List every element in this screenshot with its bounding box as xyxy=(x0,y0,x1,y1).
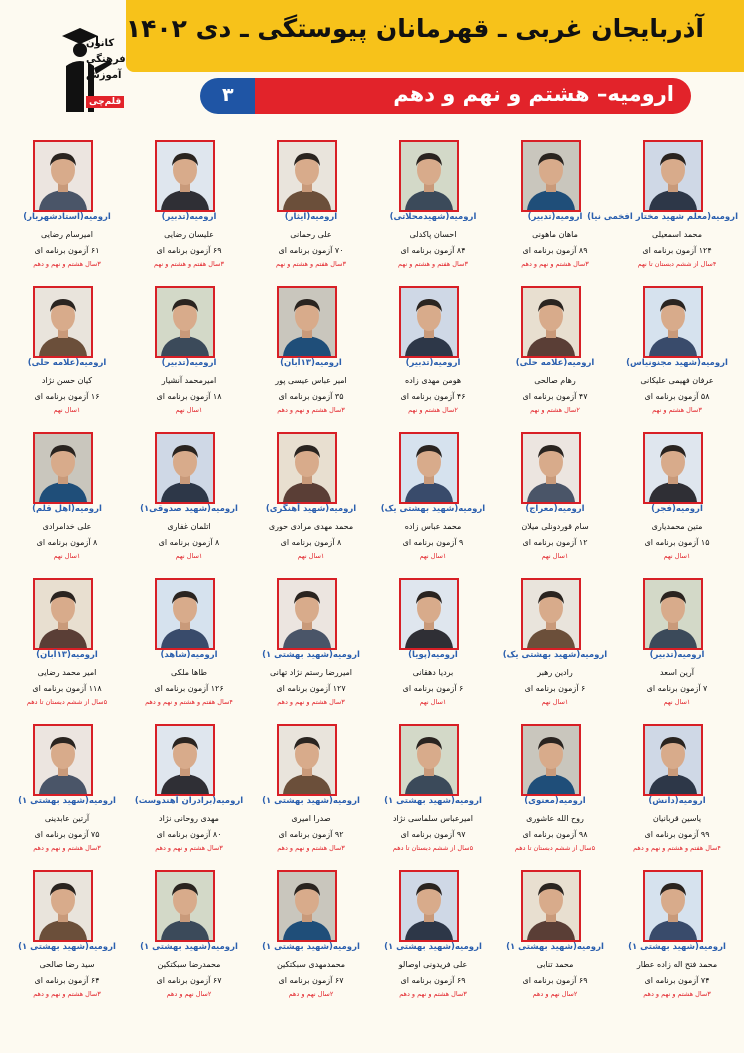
student-name: متین محمدیاری xyxy=(651,522,703,531)
student-name: مهدی روحانی نژاد xyxy=(159,814,219,823)
student-photo xyxy=(277,286,337,358)
student-name: یاسین قربانیان xyxy=(652,814,702,823)
student-card xyxy=(616,572,738,718)
logo-text-line1: کانون xyxy=(86,38,115,49)
student-name: سید رضا صالحی xyxy=(39,960,95,969)
student-exam-count: ۴۶ آزمون برنامه ای xyxy=(400,392,466,401)
student-school: ارومیه(۱۳آبان) xyxy=(36,650,98,660)
student-exam-count: ۶۹ آزمون برنامه ای xyxy=(522,976,588,985)
student-portrait-icon xyxy=(523,434,579,502)
student-photo xyxy=(521,724,581,796)
student-name: آرتین عابدینی xyxy=(44,814,90,823)
student-exam-count: ۹۹ آزمون برنامه ای xyxy=(644,830,710,839)
student-name: هومن مهدی زاده xyxy=(404,376,462,385)
student-photo xyxy=(155,140,215,212)
student-years: ۳سال هفتم و هشتم و نهم xyxy=(398,260,468,268)
student-name: محمد تنابی xyxy=(536,960,574,969)
student-card xyxy=(6,134,128,280)
student-school: ارومیه(شهید بهشتی یک) xyxy=(380,504,486,514)
student-name: امیررضا رستم نژاد تهانی xyxy=(269,668,353,677)
student-photo xyxy=(155,724,215,796)
student-card xyxy=(587,134,738,280)
student-portrait-icon xyxy=(279,580,335,648)
student-years: ۳سال هشتم و نهم و دهم xyxy=(399,990,467,998)
student-photo xyxy=(33,286,93,358)
student-card xyxy=(6,572,128,718)
student-school: ارومیه(تدبیر) xyxy=(161,358,217,368)
student-school: ارومیه(شهیدمحلاتی) xyxy=(389,212,477,222)
student-school: ارومیه(تدبیر) xyxy=(649,650,705,660)
student-name: بردیا دهقانی xyxy=(412,668,454,677)
student-name: علی رحمانی xyxy=(290,230,332,239)
student-years: ۱سال نهم xyxy=(53,406,81,414)
student-card xyxy=(128,426,250,572)
student-portrait-icon xyxy=(645,580,701,648)
page-title: آذربایجان غربی ـ قهرمانان پیوستگی ـ دی ۱۴۰۲ xyxy=(125,14,704,43)
student-school: ارومیه(شهید صدوقی۱) xyxy=(140,504,238,514)
student-years: ۱سال نهم xyxy=(175,552,203,560)
student-portrait-icon xyxy=(401,142,457,210)
student-card xyxy=(494,572,616,718)
student-school: ارومیه(شاهد) xyxy=(160,650,218,660)
student-exam-count: ۹۷ آزمون برنامه ای xyxy=(400,830,466,839)
student-photo xyxy=(399,432,459,504)
student-portrait-icon xyxy=(645,872,701,940)
student-card xyxy=(494,864,616,1010)
student-years: ۵سال از ششم دبستان تا دهم xyxy=(514,844,596,852)
student-portrait-icon xyxy=(35,142,91,210)
student-name: طاها ملکی xyxy=(170,668,208,677)
student-photo xyxy=(33,724,93,796)
student-name: امیرسام رضایی xyxy=(41,230,93,239)
student-exam-count: ۷ آزمون برنامه ای xyxy=(646,684,708,693)
student-name: علی خدامرادی xyxy=(42,522,92,531)
logo-text-line2: فرهنگی xyxy=(86,54,126,65)
student-years: ۱سال نهم xyxy=(297,552,325,560)
student-card xyxy=(6,864,128,1010)
student-portrait-icon xyxy=(157,872,213,940)
student-portrait-icon xyxy=(35,580,91,648)
student-photo xyxy=(277,870,337,942)
student-years: ۱سال نهم xyxy=(663,552,691,560)
student-photo xyxy=(155,870,215,942)
student-years: ۱سال نهم xyxy=(419,552,447,560)
student-years: ۴سال هفتم و هشتم و نهم و دهم xyxy=(145,698,233,706)
student-card xyxy=(128,280,250,426)
student-school: ارومیه(شهید بهشتی ۱) xyxy=(262,796,360,806)
student-school: ارومیه(تدبیر) xyxy=(161,212,217,222)
student-photo xyxy=(33,870,93,942)
student-years: ۱سال نهم xyxy=(419,698,447,706)
student-portrait-icon xyxy=(35,434,91,502)
student-portrait-icon xyxy=(35,288,91,356)
page-number: ۳ xyxy=(222,84,234,106)
student-card xyxy=(494,718,616,864)
student-name: محمدمهدی سبکتکین xyxy=(276,960,346,969)
student-name: امیر محمد رضایی xyxy=(37,668,97,677)
student-years: ۲سال هشتم و نهم xyxy=(530,406,580,414)
student-exam-count: ۸ آزمون برنامه ای xyxy=(280,538,342,547)
student-years: ۱سال نهم xyxy=(53,552,81,560)
student-exam-count: ۸ آزمون برنامه ای xyxy=(158,538,220,547)
student-card xyxy=(616,864,738,1010)
student-school: ارومیه(شهید بهشتی ۱) xyxy=(506,942,604,952)
student-exam-count: ۸۰ آزمون برنامه ای xyxy=(156,830,222,839)
student-school: ارومیه(فجر) xyxy=(651,504,703,514)
student-photo xyxy=(155,286,215,358)
student-exam-count: ۷۰ آزمون برنامه ای xyxy=(278,246,344,255)
student-photo xyxy=(643,870,703,942)
student-photo xyxy=(643,286,703,358)
student-photo xyxy=(277,724,337,796)
student-portrait-icon xyxy=(157,288,213,356)
student-portrait-icon xyxy=(279,434,335,502)
student-exam-count: ۷۴ آزمون برنامه ای xyxy=(644,976,710,985)
student-portrait-icon xyxy=(279,288,335,356)
student-exam-count: ۱۵ آزمون برنامه ای xyxy=(644,538,710,547)
student-portrait-icon xyxy=(35,872,91,940)
student-exam-count: ۱۲۷ آزمون برنامه ای xyxy=(276,684,346,693)
student-card xyxy=(494,280,616,426)
student-school: ارومیه(دانش) xyxy=(648,796,706,806)
student-card xyxy=(494,134,616,280)
student-name: کیان حسن نژاد xyxy=(41,376,93,385)
student-portrait-icon xyxy=(645,726,701,794)
student-card xyxy=(6,426,128,572)
student-photo xyxy=(521,432,581,504)
student-portrait-icon xyxy=(401,872,457,940)
student-school: ارومیه(استادشهریار) xyxy=(23,212,111,222)
student-school: ارومیه(شهید بهشتی ۱) xyxy=(628,942,726,952)
student-card xyxy=(250,280,372,426)
student-years: ۳سال هشتم و نهم و دهم xyxy=(33,844,101,852)
student-name: صدرا امیری xyxy=(291,814,331,823)
student-photo xyxy=(33,140,93,212)
student-years: ۱سال نهم xyxy=(663,698,691,706)
student-school: ارومیه(شهید بهشتی ۱) xyxy=(18,942,116,952)
student-name: عرفان فهیمی علیکانی xyxy=(640,376,714,385)
student-name: آرین اسعد xyxy=(660,668,694,677)
student-card xyxy=(128,572,250,718)
student-school: ارومیه(اهل قلم) xyxy=(32,504,102,514)
student-years: ۳سال هشتم و نهم و دهم xyxy=(277,698,345,706)
student-portrait-icon xyxy=(523,288,579,356)
logo-text-line3: آموزش xyxy=(86,70,122,81)
student-exam-count: ۱۱۸ آزمون برنامه ای xyxy=(32,684,102,693)
student-exam-count: ۱۲۴ آزمون برنامه ای xyxy=(642,246,712,255)
student-school: ارومیه(شهید آهنگری) xyxy=(265,504,357,514)
student-exam-count: ۴۷ آزمون برنامه ای xyxy=(522,392,588,401)
student-years: ۱سال نهم xyxy=(541,698,569,706)
student-photo xyxy=(277,432,337,504)
student-school: ارومیه(معلم شهید مختار افخمی نیا) xyxy=(587,212,738,222)
student-photo xyxy=(33,578,93,650)
student-school: ارومیه(تدبیر) xyxy=(527,212,583,222)
student-exam-count: ۱۲ آزمون برنامه ای xyxy=(522,538,588,547)
student-name: محمدرضا سبکتکین xyxy=(157,960,221,969)
student-years: ۳سال هشتم و نهم و دهم xyxy=(277,406,345,414)
student-card xyxy=(128,134,250,280)
student-years: ۵سال از ششم دبستان تا دهم xyxy=(26,698,108,706)
student-photo xyxy=(643,724,703,796)
student-years: ۴سال از ششم دبستان تا نهم xyxy=(637,260,717,268)
student-name: محمد مهدی مرادی حوری xyxy=(268,522,354,531)
student-years: ۲سال هشتم و نهم xyxy=(408,406,458,414)
student-portrait-icon xyxy=(523,872,579,940)
student-name: رادین رهبر xyxy=(537,668,573,677)
student-exam-count: ۶ آزمون برنامه ای xyxy=(524,684,586,693)
student-exam-count: ۶۴ آزمون برنامه ای xyxy=(34,976,100,985)
student-photo xyxy=(521,286,581,358)
student-name: علی فریدونی اوصالو xyxy=(398,960,468,969)
student-name: احسان پاکدلی xyxy=(409,230,457,239)
student-name: امیر عباس عیسی پور xyxy=(275,376,347,385)
student-name: محمد اسمعیلی xyxy=(652,230,702,239)
student-card xyxy=(372,426,494,572)
student-years: ۵سال از ششم دبستان تا دهم xyxy=(392,844,474,852)
student-school: ارومیه(پویا) xyxy=(408,650,458,660)
student-years: ۳سال هشتم و نهم و دهم xyxy=(33,260,101,268)
student-photo xyxy=(643,140,703,212)
page-header xyxy=(0,0,744,125)
student-portrait-icon xyxy=(279,142,335,210)
student-years: ۳سال هشتم و نهم و دهم xyxy=(521,260,589,268)
student-exam-count: ۶۹ آزمون برنامه ای xyxy=(400,976,466,985)
student-portrait-icon xyxy=(157,434,213,502)
student-years: ۱سال نهم xyxy=(175,406,203,414)
student-exam-count: ۶۹ آزمون برنامه ای xyxy=(156,246,222,255)
student-exam-count: ۹ آزمون برنامه ای xyxy=(402,538,464,547)
student-name: سام قوردونلی میلان xyxy=(521,522,589,531)
student-school: ارومیه(تدبیر) xyxy=(405,358,461,368)
student-years: ۲سال نهم و دهم xyxy=(288,990,334,998)
student-years: ۱سال نهم xyxy=(541,552,569,560)
student-card xyxy=(6,280,128,426)
student-name: علیسان رضایی xyxy=(164,230,214,239)
student-exam-count: ۶۱ آزمون برنامه ای xyxy=(34,246,100,255)
student-exam-count: ۸ آزمون برنامه ای xyxy=(36,538,98,547)
student-photo xyxy=(521,578,581,650)
student-name: امیرعباس سلماسی نژاد xyxy=(392,814,474,823)
student-years: ۴سال هفتم و هشتم و نهم و دهم xyxy=(633,844,721,852)
student-school: ارومیه(شهید بهشتی ۱) xyxy=(18,796,116,806)
student-exam-count: ۹۲ آزمون برنامه ای xyxy=(278,830,344,839)
student-portrait-icon xyxy=(645,288,701,356)
student-name: ماهان ماهونی xyxy=(532,230,578,239)
student-portrait-icon xyxy=(157,142,213,210)
student-years: ۳سال هشتم و نهم xyxy=(652,406,702,414)
student-exam-count: ۳۵ آزمون برنامه ای xyxy=(278,392,344,401)
student-school: ارومیه(شهید بهشتی ۱) xyxy=(384,796,482,806)
student-school: ارومیه(برادران آهندوست) xyxy=(134,796,244,806)
student-card xyxy=(372,864,494,1010)
student-exam-count: ۶ آزمون برنامه ای xyxy=(402,684,464,693)
student-exam-count: ۱۶ آزمون برنامه ای xyxy=(34,392,100,401)
student-card xyxy=(372,572,494,718)
student-card xyxy=(250,718,372,864)
student-exam-count: ۶۷ آزمون برنامه ای xyxy=(156,976,222,985)
student-portrait-icon xyxy=(401,580,457,648)
student-exam-count: ۵۸ آزمون برنامه ای xyxy=(644,392,710,401)
student-photo xyxy=(399,870,459,942)
student-years: ۲سال نهم و دهم xyxy=(166,990,212,998)
student-card xyxy=(372,134,494,280)
student-school: ارومیه(معنوی) xyxy=(524,796,586,806)
student-card xyxy=(6,718,128,864)
student-photo xyxy=(277,578,337,650)
student-years: ۳سال هفتم و هشتم و نهم xyxy=(154,260,224,268)
student-card xyxy=(616,280,738,426)
student-school: ارومیه(۱۳آبان) xyxy=(280,358,342,368)
students-grid xyxy=(6,134,738,1010)
student-photo xyxy=(33,432,93,504)
student-years: ۳سال هشتم و نهم و دهم xyxy=(155,844,223,852)
student-portrait-icon xyxy=(401,726,457,794)
student-portrait-icon xyxy=(157,726,213,794)
student-card xyxy=(616,718,738,864)
student-photo xyxy=(643,578,703,650)
student-portrait-icon xyxy=(157,580,213,648)
student-card xyxy=(372,718,494,864)
student-portrait-icon xyxy=(523,580,579,648)
page-subtitle: ارومیه– هشتم و نهم و دهم xyxy=(393,82,674,106)
student-exam-count: ۸۹ آزمون برنامه ای xyxy=(522,246,588,255)
student-name: روح الله عاشوری xyxy=(526,814,584,823)
student-school: ارومیه(ایثار) xyxy=(284,212,338,222)
student-exam-count: ۱۲۶ آزمون برنامه ای xyxy=(154,684,224,693)
student-card xyxy=(128,718,250,864)
student-years: ۳سال هفتم و هشتم و نهم xyxy=(276,260,346,268)
student-name: رهام صالحی xyxy=(534,376,576,385)
student-photo xyxy=(399,578,459,650)
student-portrait-icon xyxy=(35,726,91,794)
student-photo xyxy=(155,578,215,650)
student-photo xyxy=(277,140,337,212)
student-portrait-icon xyxy=(523,726,579,794)
student-photo xyxy=(521,140,581,212)
student-card xyxy=(250,572,372,718)
student-years: ۳سال هشتم و نهم و دهم xyxy=(643,990,711,998)
student-school: ارومیه(شهید بهشتی ۱) xyxy=(384,942,482,952)
student-card xyxy=(616,426,738,572)
student-portrait-icon xyxy=(645,434,701,502)
student-card xyxy=(250,426,372,572)
student-card xyxy=(372,280,494,426)
student-portrait-icon xyxy=(401,288,457,356)
student-portrait-icon xyxy=(279,872,335,940)
student-exam-count: ۸۴ آزمون برنامه ای xyxy=(400,246,466,255)
student-portrait-icon xyxy=(523,142,579,210)
student-school: ارومیه(شهید بهشتی ۱) xyxy=(262,942,360,952)
student-school: ارومیه(شهید بهشتی یک) xyxy=(502,650,608,660)
student-exam-count: ۹۸ آزمون برنامه ای xyxy=(522,830,588,839)
student-name: محمد عباس زاده xyxy=(404,522,462,531)
student-card xyxy=(250,864,372,1010)
student-card xyxy=(494,426,616,572)
student-photo xyxy=(643,432,703,504)
student-exam-count: ۷۵ آزمون برنامه ای xyxy=(34,830,100,839)
student-school: ارومیه(علامه حلی) xyxy=(27,358,107,368)
student-school: ارومیه(معراج) xyxy=(525,504,585,514)
student-years: ۳سال هشتم و نهم و دهم xyxy=(33,990,101,998)
student-name: اتلمان غفاری xyxy=(167,522,211,531)
logo-tag: قلم‌چی xyxy=(86,96,124,108)
student-card xyxy=(250,134,372,280)
student-years: ۳سال هشتم و نهم و دهم xyxy=(277,844,345,852)
student-school: ارومیه(علامه حلی) xyxy=(515,358,595,368)
student-photo xyxy=(399,724,459,796)
student-card xyxy=(128,864,250,1010)
student-portrait-icon xyxy=(645,142,701,210)
student-photo xyxy=(521,870,581,942)
student-years: ۲سال نهم و دهم xyxy=(532,990,578,998)
student-photo xyxy=(399,140,459,212)
student-name: محمد فتح اله زاده عطار xyxy=(636,960,718,969)
student-photo xyxy=(399,286,459,358)
student-exam-count: ۶۷ آزمون برنامه ای xyxy=(278,976,344,985)
student-portrait-icon xyxy=(279,726,335,794)
student-school: ارومیه(شهید بهشتی ۱) xyxy=(262,650,360,660)
student-exam-count: ۱۸ آزمون برنامه ای xyxy=(156,392,222,401)
student-photo xyxy=(155,432,215,504)
student-school: ارومیه(شهید مجنونیاس) xyxy=(626,358,728,368)
student-school: ارومیه(شهید بهشتی ۱) xyxy=(140,942,238,952)
student-portrait-icon xyxy=(401,434,457,502)
student-name: امیرمحمد آنشیار xyxy=(161,376,217,385)
